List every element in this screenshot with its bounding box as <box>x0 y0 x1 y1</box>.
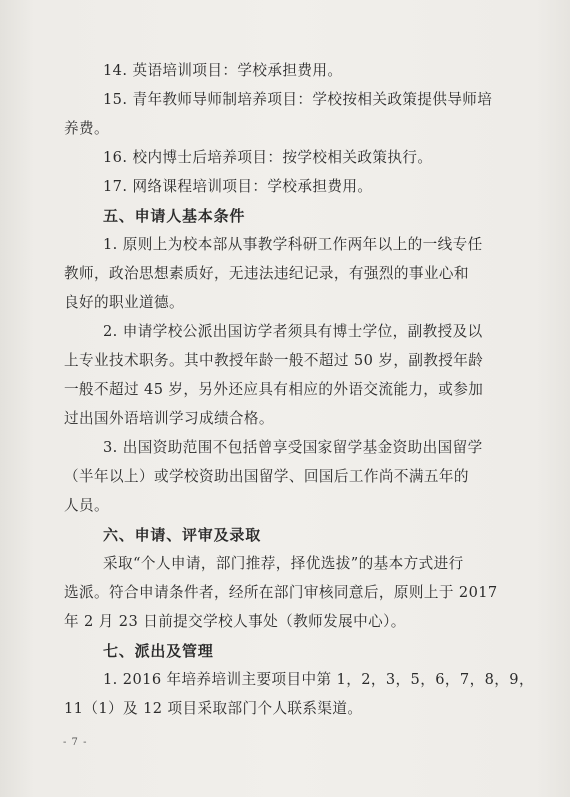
item-15-mentor-program: 15. 青年教师导师制培养项目：学校按相关政策提供导师培 <box>103 91 493 108</box>
item-15-continued: 养费。 <box>64 120 109 137</box>
condition-1-line-1: 1. 原则上为校本部从事教学科研工作两年以上的一线专任 <box>103 236 483 253</box>
dispatch-line-1: 1. 2016 年培养培训主要项目中第 1，2，3，5，6，7，8，9， <box>103 671 534 688</box>
page-number: - 7 - <box>63 737 88 748</box>
condition-2-line-1: 2. 申请学校公派出国访学者须具有博士学位，副教授及以 <box>103 323 483 340</box>
section-5-heading: 五、申请人基本条件 <box>103 207 246 225</box>
condition-3-line-3: 人员。 <box>64 497 109 514</box>
dispatch-line-2: 11（1）及 12 项目采取部门个人联系渠道。 <box>64 700 363 717</box>
condition-3-line-1: 3. 出国资助范围不包括曾享受国家留学基金资助出国留学 <box>103 439 483 456</box>
condition-1-line-3: 良好的职业道德。 <box>64 294 184 311</box>
condition-2-line-2: 上专业技术职务。其中教授年龄一般不超过 50 岁，副教授年龄 <box>64 352 484 369</box>
application-line-3: 年 2 月 23 日前提交学校人事处（教师发展中心）。 <box>64 613 406 630</box>
condition-3-line-2: （半年以上）或学校资助出国留学、回国后工作尚不满五年的 <box>64 468 469 485</box>
condition-2-line-3: 一般不超过 45 岁，另外还应具有相应的外语交流能力，或参加 <box>64 381 484 398</box>
condition-2-line-4: 过出国外语培训学习成绩合格。 <box>64 410 274 427</box>
section-6-heading: 六、申请、评审及录取 <box>103 526 262 544</box>
section-7-heading: 七、派出及管理 <box>103 642 214 660</box>
item-14-english-training: 14. 英语培训项目：学校承担费用。 <box>103 62 343 79</box>
item-16-postdoc-program: 16. 校内博士后培养项目：按学校相关政策执行。 <box>103 149 433 166</box>
application-line-1: 采取“个人申请，部门推荐，择优选拔”的基本方式进行 <box>103 555 464 572</box>
condition-1-line-2: 教师，政治思想素质好，无违法违纪记录，有强烈的事业心和 <box>64 265 469 282</box>
application-line-2: 选派。符合申请条件者，经所在部门审核同意后，原则上于 2017 <box>64 584 498 601</box>
item-17-online-course: 17. 网络课程培训项目：学校承担费用。 <box>103 178 373 195</box>
